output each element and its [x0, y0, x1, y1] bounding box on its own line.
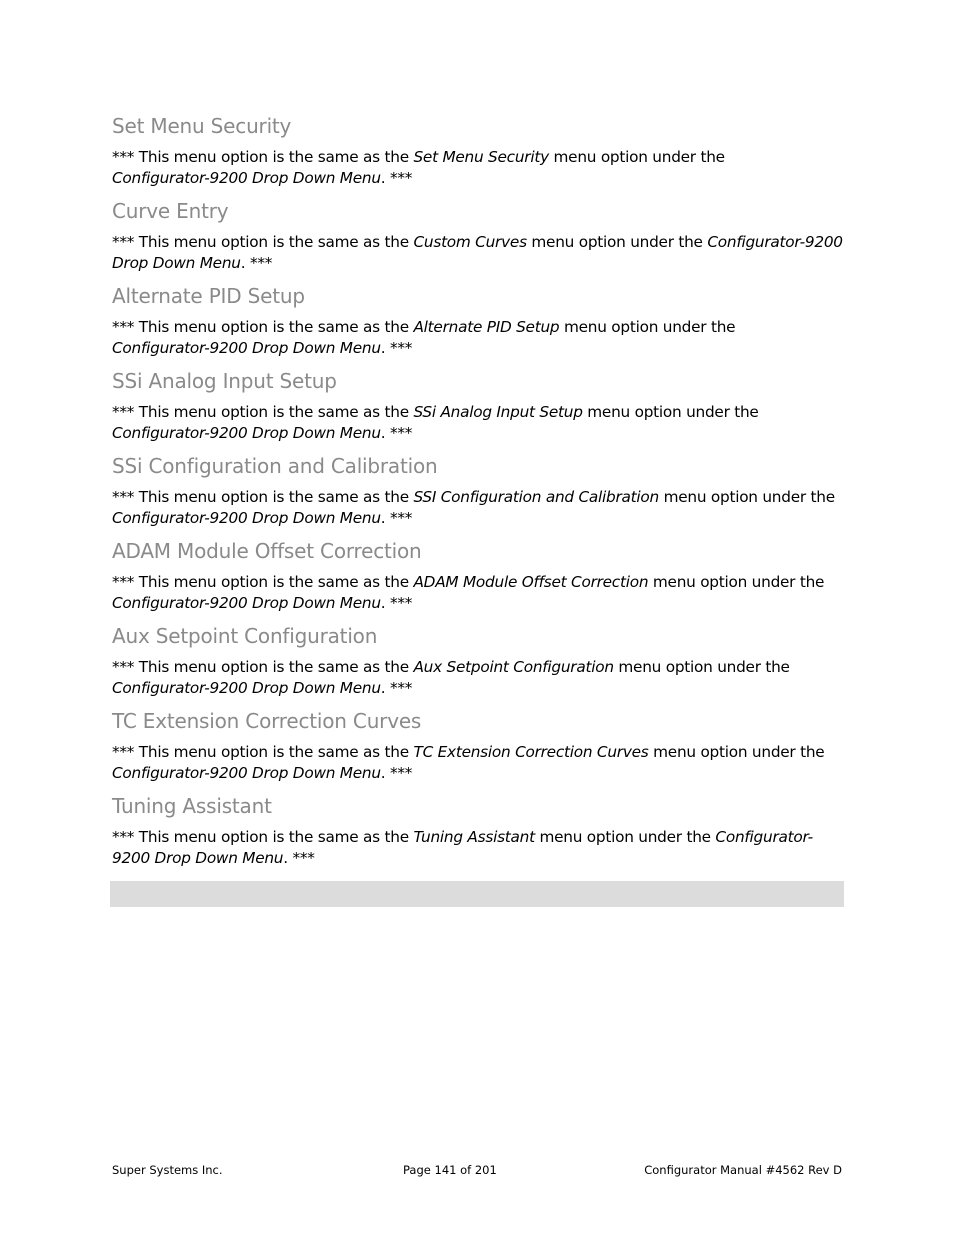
para-menu-name: Configurator-9200 Drop Down Menu [112, 339, 381, 357]
section-heading: ADAM Module Offset Correction [112, 539, 422, 563]
para-mid: menu option under the [648, 743, 825, 761]
para-reference: SSi Analog Input Setup [413, 403, 583, 421]
para-menu-name: Configurator-9200 Drop Down Menu [112, 509, 381, 527]
section-paragraph [112, 487, 844, 529]
section-paragraph [112, 742, 844, 784]
section-tuning-assistant [112, 793, 844, 869]
para-menu-name: Configurator-9200 Drop Down Menu [112, 169, 381, 187]
section-adam-module-offset-correction [112, 538, 844, 614]
para-prefix: *** This menu option is the same as the [112, 318, 414, 336]
para-prefix: *** This menu option is the same as the [112, 233, 414, 251]
para-menu-name: Configurator-9200 Drop Down Menu [112, 828, 813, 867]
para-prefix: *** This menu option is the same as the [112, 658, 414, 676]
para-suffix: . *** [380, 679, 413, 697]
section-heading: Alternate PID Setup [112, 284, 305, 308]
section-heading: Set Menu Security [112, 114, 292, 138]
section-curve-entry [112, 198, 844, 274]
para-mid: menu option under the [526, 233, 708, 251]
para-mid: menu option under the [648, 573, 825, 591]
para-mid: menu option under the [548, 148, 725, 166]
para-menu-name: Configurator-9200 Drop Down Menu [112, 233, 843, 272]
para-prefix: *** This menu option is the same as the [112, 828, 414, 846]
para-suffix: . *** [380, 424, 413, 442]
section-heading: TC Extension Correction Curves [112, 709, 422, 733]
section-heading: Aux Setpoint Configuration [112, 624, 378, 648]
para-reference: TC Extension Correction Curves [413, 743, 649, 761]
para-menu-name: Configurator-9200 Drop Down Menu [112, 679, 381, 697]
para-reference: ADAM Module Offset Correction [413, 573, 649, 591]
para-menu-name: Configurator-9200 Drop Down Menu [112, 424, 381, 442]
para-menu-name: Configurator-9200 Drop Down Menu [112, 764, 381, 782]
para-suffix: . *** [380, 169, 413, 187]
section-heading: Curve Entry [112, 199, 229, 223]
para-prefix: *** This menu option is the same as the [112, 403, 414, 421]
para-prefix: *** This menu option is the same as the [112, 148, 414, 166]
section-paragraph [112, 572, 844, 614]
section-aux-setpoint-configuration [112, 623, 844, 699]
section-paragraph [112, 317, 844, 359]
section-paragraph [112, 232, 844, 274]
section-alternate-pid-setup [112, 283, 844, 359]
para-prefix: *** This menu option is the same as the [112, 573, 414, 591]
para-suffix: . *** [380, 594, 413, 612]
document-body [112, 113, 844, 878]
section-ssi-configuration-and-calibration [112, 453, 844, 529]
gray-divider-bar [110, 881, 844, 907]
section-set-menu-security [112, 113, 844, 189]
para-suffix: . *** [240, 254, 273, 272]
para-suffix: . *** [283, 849, 315, 867]
para-mid: menu option under the [658, 488, 835, 506]
section-paragraph [112, 827, 844, 869]
section-heading: SSi Configuration and Calibration [112, 454, 438, 478]
footer-page-number: Page 141 of 201 [403, 1163, 497, 1177]
section-tc-extension-correction-curves [112, 708, 844, 784]
para-reference: Set Menu Security [413, 148, 549, 166]
para-reference: Aux Setpoint Configuration [413, 658, 614, 676]
para-mid: menu option under the [559, 318, 736, 336]
footer-company: Super Systems Inc. [112, 1163, 223, 1177]
footer-manual-id: Configurator Manual #4562 Rev D [644, 1163, 842, 1177]
para-prefix: *** This menu option is the same as the [112, 488, 414, 506]
para-reference: SSI Configuration and Calibration [413, 488, 659, 506]
section-paragraph [112, 402, 844, 444]
para-suffix: . *** [380, 339, 413, 357]
section-paragraph [112, 147, 844, 189]
para-mid: menu option under the [534, 828, 716, 846]
para-suffix: . *** [380, 764, 413, 782]
para-reference: Custom Curves [413, 233, 527, 251]
para-suffix: . *** [380, 509, 413, 527]
para-menu-name: Configurator-9200 Drop Down Menu [112, 594, 381, 612]
para-mid: menu option under the [582, 403, 759, 421]
section-ssi-analog-input-setup [112, 368, 844, 444]
para-prefix: *** This menu option is the same as the [112, 743, 414, 761]
section-heading: Tuning Assistant [112, 794, 272, 818]
para-mid: menu option under the [613, 658, 790, 676]
para-reference: Alternate PID Setup [413, 318, 560, 336]
section-paragraph [112, 657, 844, 699]
section-heading: SSi Analog Input Setup [112, 369, 337, 393]
para-reference: Tuning Assistant [413, 828, 535, 846]
